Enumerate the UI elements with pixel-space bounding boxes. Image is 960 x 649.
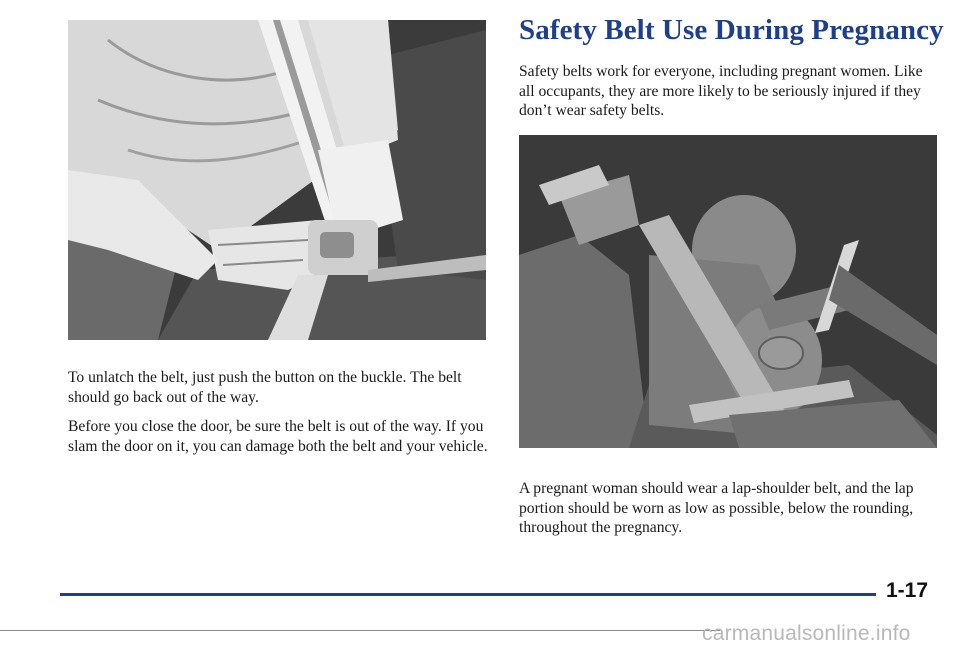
door-paragraph: Before you close the door, be sure the belt is out of the way. If you slam the door on it, you can damage both the belt and your vehicle. [68, 418, 488, 455]
watermark: carmanualsonline.info [702, 622, 911, 645]
unlatch-paragraph: To unlatch the belt, just push the button on the buckle. The belt should go back out of the way. [68, 369, 462, 406]
pregnancy-paragraph: A pregnant woman should wear a lap-shoulder belt, and the lap portion should be worn as low as possible, below the rounding, throughout the pregnancy. [519, 480, 914, 536]
buckle-release-drawing [68, 20, 486, 340]
buckle-release-illustration [68, 20, 486, 340]
pregnant-occupant-drawing [519, 135, 937, 448]
pregnant-occupant-illustration [519, 135, 937, 448]
intro-paragraph: Safety belts work for everyone, including pregnant women. Like all occupants, they are more likely to be seriously injured if they don’t wear safety belts. [519, 63, 923, 119]
footer-line [0, 630, 720, 631]
page-number: 1-17 [886, 579, 929, 602]
footer-rule [60, 593, 876, 596]
section-title: Safety Belt Use During Pregnancy [519, 14, 944, 46]
